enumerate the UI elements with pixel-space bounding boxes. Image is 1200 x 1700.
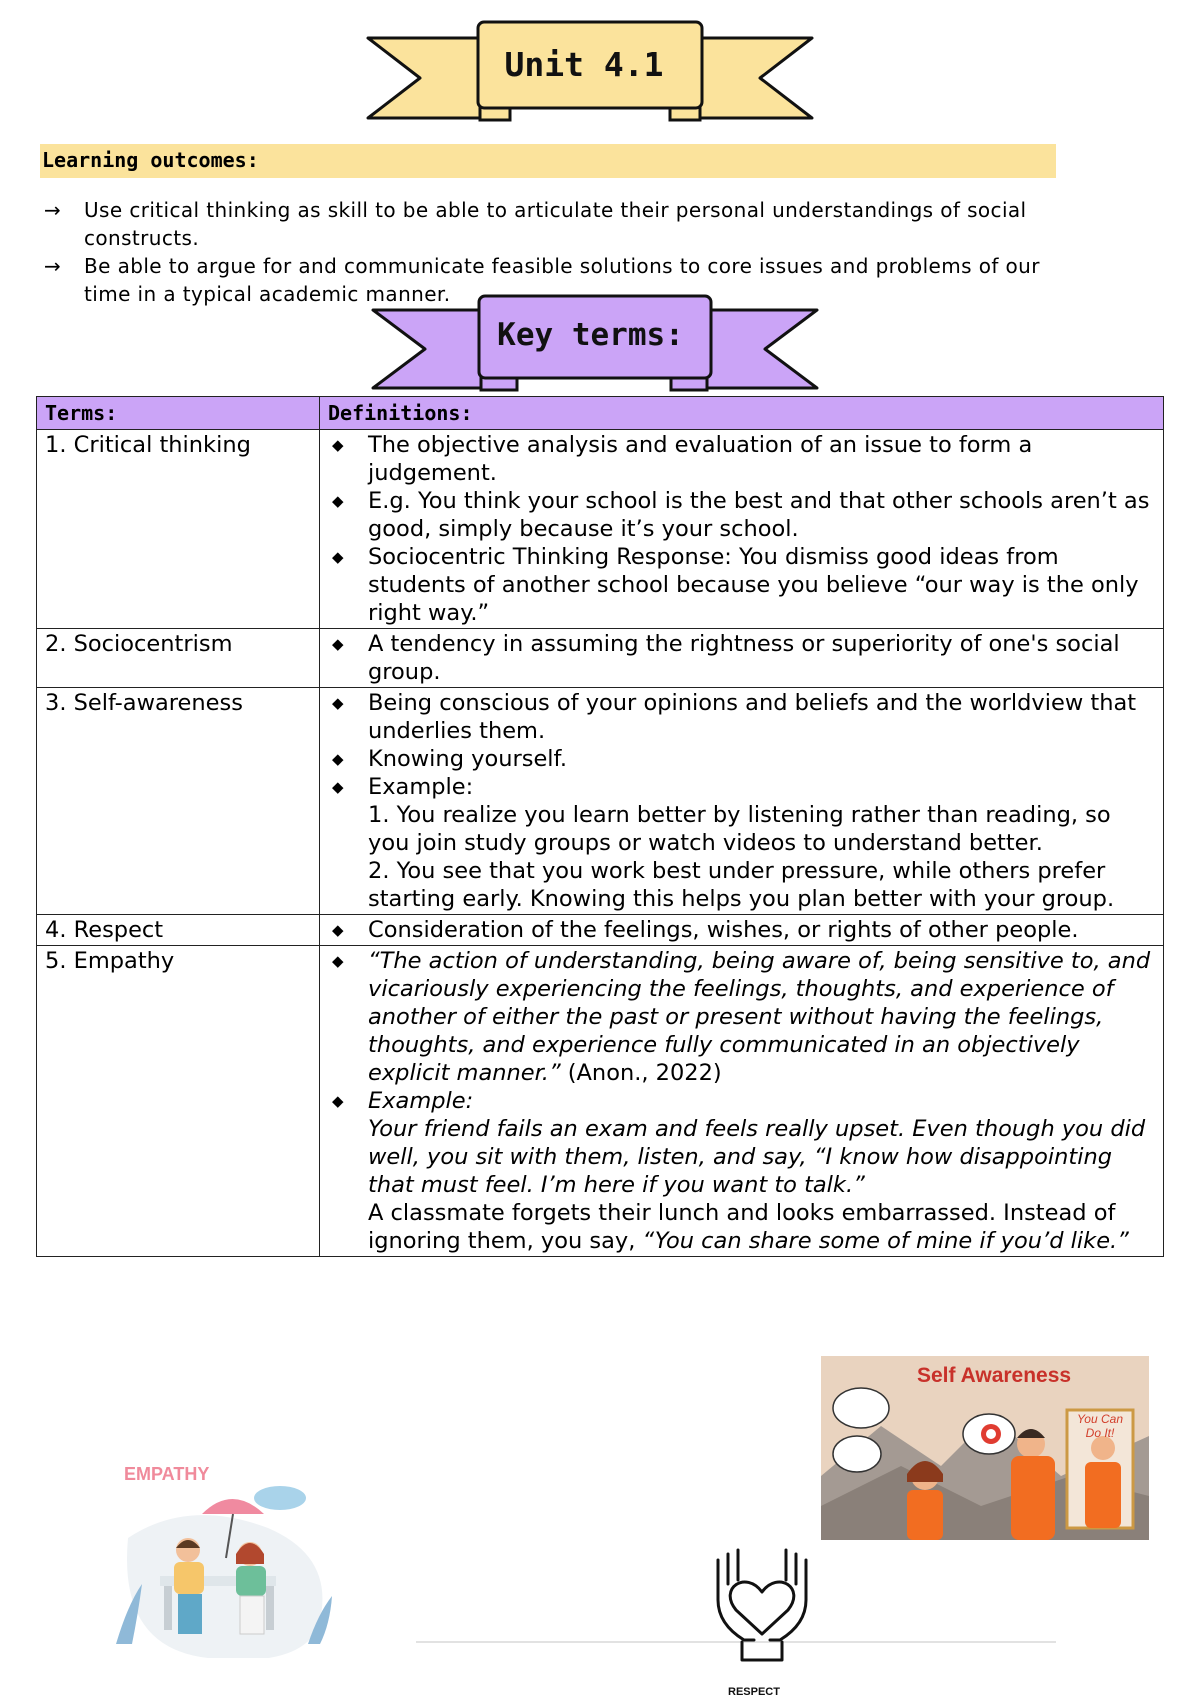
definition-item: ◆ Knowing yourself. — [328, 745, 1155, 773]
key-terms-title: Key terms: — [497, 317, 684, 353]
table-row — [37, 688, 1164, 915]
citation: (Anon., 2022) — [560, 1060, 722, 1086]
example-text: 1. You realize you learn better by listening rather than reading, so you join study groups or watch videos to understand better. — [368, 802, 1111, 856]
table-row — [37, 629, 1164, 688]
definition-item: ◆ The objective analysis and evaluation of an issue to form a judgement. — [328, 431, 1155, 487]
term-cell: 3. Self-awareness — [37, 688, 320, 915]
definition-cell — [320, 629, 1164, 688]
definition-cell — [320, 688, 1164, 915]
key-terms-table — [36, 396, 1164, 1257]
term-cell: 1. Critical thinking — [37, 430, 320, 629]
term-cell: 4. Respect — [37, 915, 320, 946]
definition-item — [328, 773, 1155, 913]
outcome-text: Be able to argue for and communicate feasible solutions to core issues and problems of our time in a typical academic manner. — [84, 254, 1040, 306]
outcome-text: Use critical thinking as skill to be able to articulate their personal understandings of social constructs. — [84, 198, 1027, 250]
respect-title: RESPECT — [728, 1686, 780, 1698]
table-row — [37, 915, 1164, 946]
empathy-image — [108, 1458, 340, 1658]
empathy-quote: “The action of understanding, being aware of, being sensitive to, and vicariously experiencing the feelings, thoughts, and experience of another of either the past or present without having the feelings, thoughts, and experience fully communicated in an objectively explicit manner.” — [368, 948, 1151, 1086]
terms-header: Terms: — [37, 397, 320, 430]
term-cell: 5. Empathy — [37, 946, 320, 1257]
example-text — [368, 1199, 1155, 1255]
empathy-title: EMPATHY — [124, 1464, 210, 1484]
table-row — [37, 430, 1164, 629]
self-awareness-title: Self Awareness — [917, 1364, 1072, 1387]
example-label: ◆ Example: — [368, 1088, 474, 1114]
definition-item — [328, 1087, 1155, 1255]
definition-cell — [320, 946, 1164, 1257]
learning-outcomes-label: Learning outcomes: — [42, 148, 259, 172]
self-awareness-image — [821, 1356, 1149, 1540]
definition-cell — [320, 915, 1164, 946]
arrow-icon: → — [44, 254, 62, 278]
example-text: Your friend fails an exam and feels really upset. Even though you did well, you sit with them, listen, and say, “I know how disappointing that must feel. I’m here if you want to talk.” — [368, 1116, 1146, 1198]
unit-title: Unit 4.1 — [504, 45, 664, 84]
definition-item: ◆ E.g. You think your school is the best and that other schools aren’t as good, simply because it’s your school. — [328, 487, 1155, 543]
definition-item — [328, 947, 1155, 1087]
definition-item: ◆ Consideration of the feelings, wishes, or rights of other people. — [328, 916, 1155, 944]
self-awareness-sign: You Can Do It! — [1076, 1412, 1124, 1440]
example-plain: A classmate forgets their lunch and looks embarrassed. Instead of ignoring them, you say, — [368, 1200, 1116, 1254]
definitions-header: Definitions: — [320, 397, 1164, 430]
table-header-row — [37, 397, 1164, 430]
arrow-icon: → — [44, 198, 62, 222]
definition-item: ◆ Sociocentric Thinking Response: You dismiss good ideas from students of another school because you believe “our way is the only right way.” — [328, 543, 1155, 627]
definition-item: ◆ A tendency in assuming the rightness or superiority of one's social group. — [328, 630, 1155, 686]
example-text: 2. You see that you work best under pressure, while others prefer starting early. Knowing this helps you plan better with your group. — [368, 858, 1115, 912]
definition-cell — [320, 430, 1164, 629]
respect-image — [416, 1530, 1056, 1696]
table-row — [37, 946, 1164, 1257]
example-label: ◆ Example: — [368, 774, 474, 800]
outcome-item — [44, 196, 1064, 252]
term-cell: 2. Sociocentrism — [37, 629, 320, 688]
definition-item: ◆ Being conscious of your opinions and beliefs and the worldview that underlies them. — [328, 689, 1155, 745]
example-quote: “You can share some of mine if you’d like.” — [642, 1228, 1129, 1254]
